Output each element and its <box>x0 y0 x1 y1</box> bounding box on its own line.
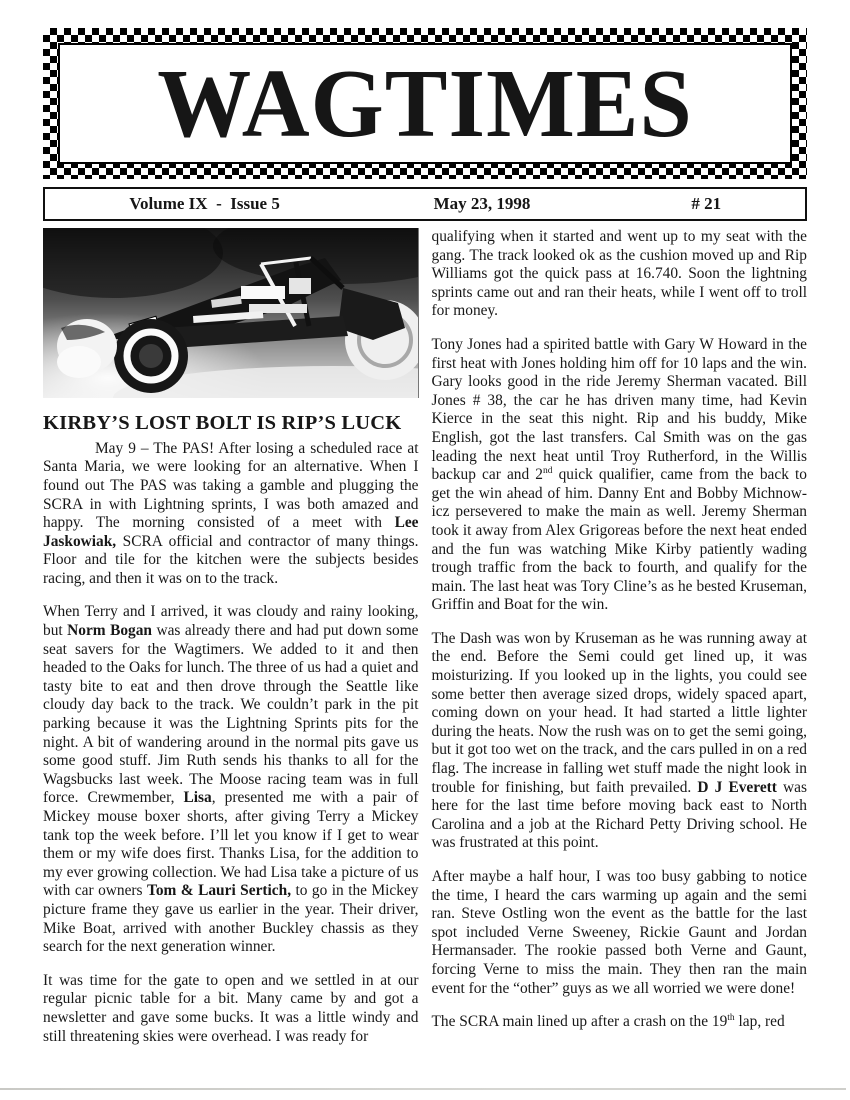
page-bottom-rule <box>0 1088 846 1090</box>
left-column-text <box>43 440 419 1046</box>
sprint-car-photo <box>43 228 419 398</box>
right-column <box>432 228 808 1061</box>
newsletter-title: WAGTIMES <box>157 49 693 158</box>
paragraph: The Dash was won by Kruseman as he was running away at the end. Before the Semi could get lined up, it was moisturizing. If you looked up in the lights, you could see some better then average sized drops, widely spaced apart, coming down on your head. It had started a little lighter during the heats. Now the rush was on to get the semi going, but it got too wet on the track, and the cars pulled in on a red flag. The increase in falling wet stuff made the night look in trouble for finishing, but faith prevailed. D J Everett was here for the last time before moving back east to North Carolina and a job at the Richard Petty Driving school. He was frustrated at this point. <box>431 629 807 852</box>
sprint-car-illustration <box>43 228 418 398</box>
paragraph: After maybe a half hour, I was too busy gabbing to notice the time, I heard the cars warming up again and the semi ran. Steve Ostling won the event as the battle for the last spot included Verne Sweeney, Rickie Gaunt and Jordan Hermansader. The rookie passed both Verne and Gaunt, forcing Verne to miss the main. They then ran the main event for the “other” guys as we all worried we were done! <box>431 868 807 997</box>
issue-bar <box>43 187 807 221</box>
paragraph: The SCRA main lined up after a crash on the 19th lap, red <box>431 1013 785 1031</box>
article-headline: KIRBY’S LOST BOLT IS RIP’S LUCK <box>43 412 402 434</box>
left-column <box>43 228 419 1061</box>
paragraph: Tony Jones had a spirited battle with Gary W Howard in the first heat with Jones holding him off for 10 laps and the win. Gary looks good in the ride Jeremy Sherman vacated. Bill Jones # 38, the car he has driven many time, had Kevin Kierce in the seat this night. Rip and his buddy, Mike English, got the last transfers. Cal Smith was on the gas leading the next heat until Troy Rutherford, in the Willis backup car and 2nd quick qualifier, came from the back to get the win ahead of him. Danny Ent and Bobby Michnow-icz persevered to make the main as well. Jeremy Sherman took it away from Alex Grigoreas before the next heat ended and the fun was watching Mike Kirby patiently wading trough traffic from the back to fourth, and qualify for the main. The last heat was Tory Cline’s as he bested Kruseman, Griffin and Boat for the win. <box>431 335 807 614</box>
right-column-text <box>432 228 808 1032</box>
issue-number: # 21 <box>691 194 722 213</box>
paragraph: When Terry and I arrived, it was cloudy and rainy looking, but Norm Bogan was already there and had put down some seat savers for the Wagtimers. We added to it and then headed to the Oaks for lunch. The three of us had a quiet and tasty bite to eat and then drove through the Seattle like cloudy day back to the track. We couldn’t park in the pit parking because it was the Lightning Sprints pits for the night. A bit of wandering around in the normal pits gave us some good stuff. Jim Ruth sends his thanks to all for the Wagsbucks last week. The Moose racing team was in full force. Crewmember, Lisa, presented me with a pair of Mickey mouse boxer shorts, after giving Terry a Mickey tank top the week before. I’ll let you know if I get to wear them or my wife does first. Thanks Lisa, for the addition to my ever growing collection. We had Lisa take a picture of us with car owners Tom & Lauri Sertich, to go in the Mickey picture frame they gave us earlier in the year. Their driver, Mike Boat, arrived with another Buckley chassis as they search for the next generation winner. <box>43 603 419 956</box>
checkered-flag-border <box>43 28 807 179</box>
masthead <box>58 43 792 164</box>
article-columns <box>43 228 807 1061</box>
paragraph: qualifying when it started and went up to my seat with the gang. The track looked ok as the cushion moved up and Rip Williams got the quick pass at 16.740. Soon the lightning sprints came out and ran their heats, while I went off to troll for money. <box>431 228 807 320</box>
paragraph: It was time for the gate to open and we settled in at our regular picnic table for a bit. Many came by and got a newsletter and gave some bucks. It was a little windy and still threatening skies were overhead. I was ready for <box>43 971 419 1045</box>
issue-volume: Volume IX - Issue 5 <box>129 194 280 213</box>
paragraph: May 9 – The PAS! After losing a scheduled race at Santa Maria, we were looking for an alternative. When I found out The PAS was taking a gamble and plugging the SCRA in with Lightning sprints, I was both amazed and happy. The morning consisted of a meet with Lee Jaskowiak, SCRA official and contractor of many things. Floor and tile for the kitchen were the subjects besides racing, and then it was on to the track. <box>43 439 419 587</box>
issue-date: May 23, 1998 <box>433 194 531 213</box>
